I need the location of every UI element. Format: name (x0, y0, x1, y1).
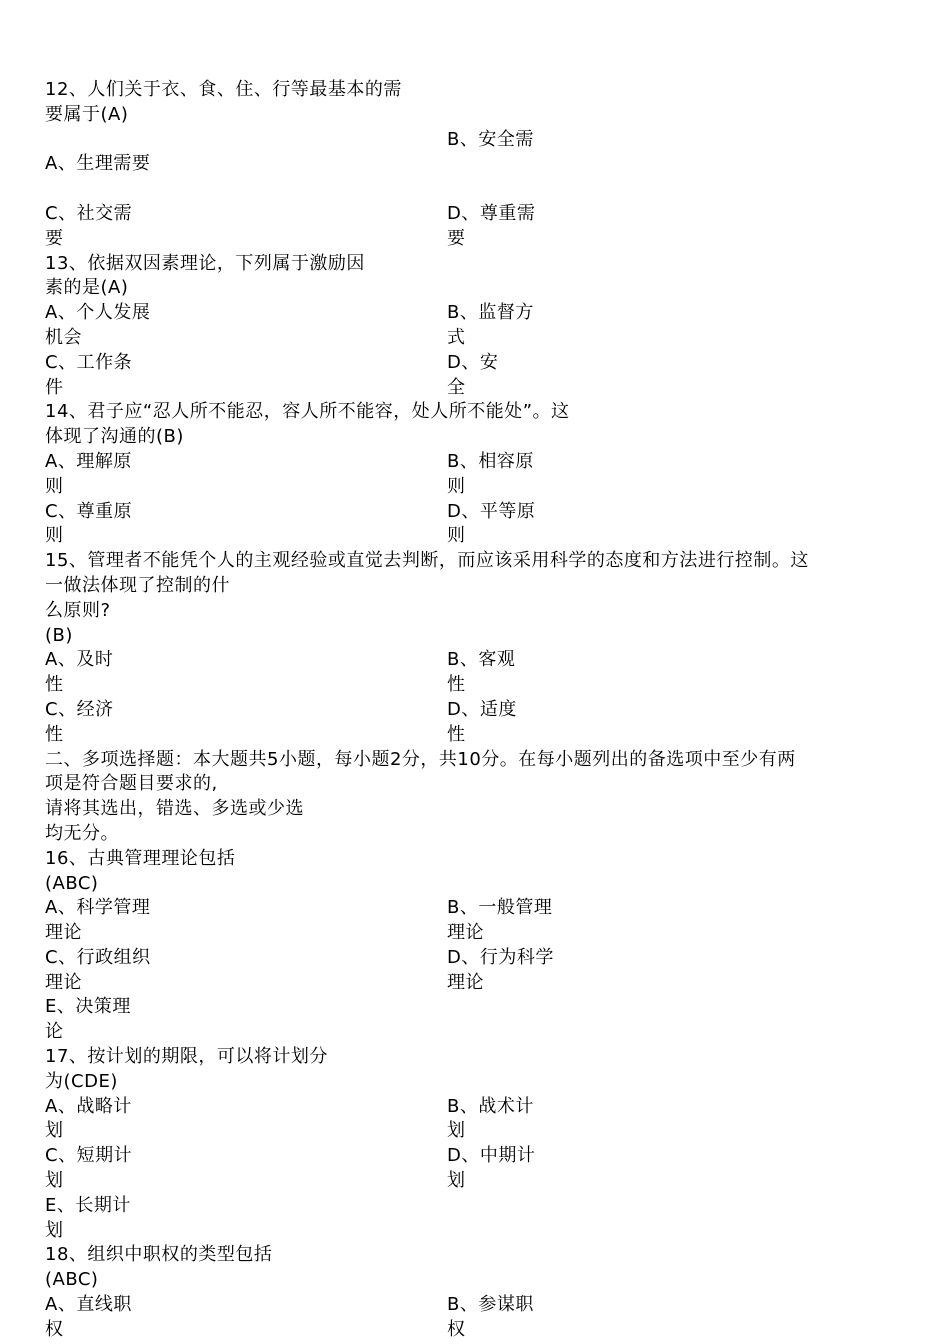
option-d: D、中期计 (447, 1145, 536, 1167)
question-16-stem-line-1: 16、古典管理理论包括 (45, 847, 236, 869)
option-d: D、尊重需 (447, 202, 536, 224)
option-e-cont: 论 (45, 1021, 64, 1043)
question-15-option-row (45, 723, 905, 748)
question-15-answer: (B) (45, 624, 73, 646)
question-14-option-row (45, 524, 905, 549)
option-b-cont: 划 (447, 1120, 466, 1142)
section-2-heading-line-3: 请将其选出，错选、多选或少选 (45, 798, 304, 820)
question-16-option-row (45, 896, 905, 921)
question-15-stem-line-1: 15、管理者不能凭个人的主观经验或直觉去判断，而应该采用科学的态度和方法进行控制。这 (45, 550, 809, 572)
option-e-cont: 划 (45, 1219, 64, 1241)
option-c: C、社交需 (45, 202, 133, 224)
option-b: B、安全需 (447, 128, 534, 150)
option-a-cont: 理论 (45, 922, 82, 944)
question-12-option-row (45, 202, 905, 227)
question-12-option-row (45, 227, 905, 252)
question-12-option-row (45, 128, 905, 153)
option-c-cont: 性 (45, 723, 64, 745)
section-2-heading-line-1: 二、多项选择题：本大题共5小题，每小题2分，共10分。在每小题列出的备选项中至少有两 (45, 748, 796, 770)
option-c: C、工作条 (45, 351, 133, 373)
option-a: A、直线职 (45, 1294, 132, 1316)
question-16-answer: (ABC) (45, 872, 99, 894)
option-b-cont: 理论 (447, 922, 484, 944)
question-15-option-row (45, 698, 905, 723)
option-a: A、及时 (45, 649, 114, 671)
option-c: C、短期计 (45, 1145, 133, 1167)
question-17-option-row (45, 1095, 905, 1120)
question-17-option-row (45, 1194, 905, 1219)
question-18-stem-line-1: 18、组织中职权的类型包括 (45, 1244, 273, 1266)
option-d: D、安 (447, 351, 499, 373)
question-15-stem-line-3: 么原则? (45, 599, 111, 621)
question-14-option-row (45, 500, 905, 525)
option-c: C、经济 (45, 698, 114, 720)
option-d-cont: 理论 (447, 971, 484, 993)
option-e: E、决策理 (45, 996, 131, 1018)
option-b: B、一般管理 (447, 897, 553, 919)
question-17-option-row (45, 1169, 905, 1194)
option-b: B、监督方 (447, 302, 534, 324)
document-page (45, 78, 905, 1343)
option-b: B、相容原 (447, 450, 534, 472)
option-d-cont: 性 (447, 723, 466, 745)
option-d: D、适度 (447, 698, 517, 720)
question-18-answer: (ABC) (45, 1269, 99, 1291)
option-b: B、客观 (447, 649, 516, 671)
question-16-option-row (45, 971, 905, 996)
option-d: D、平等原 (447, 500, 536, 522)
option-c-cont: 件 (45, 376, 64, 398)
question-14-option-row (45, 475, 905, 500)
option-c-cont: 理论 (45, 971, 82, 993)
option-d-cont: 划 (447, 1170, 466, 1192)
question-13-option-row (45, 351, 905, 376)
section-2-heading-line-4: 均无分。 (45, 822, 119, 844)
question-14-stem-line-2: 体现了沟通的(B) (45, 426, 184, 448)
question-18-option-row (45, 1293, 905, 1318)
option-a: A、科学管理 (45, 897, 151, 919)
spacer (45, 177, 905, 202)
question-16-option-row (45, 921, 905, 946)
option-c-cont: 划 (45, 1170, 64, 1192)
option-a-cont: 性 (45, 674, 64, 696)
question-12-stem-line-2: 要属于(A) (45, 103, 129, 125)
option-a-cont: 则 (45, 475, 64, 497)
question-12-option-row (45, 152, 905, 177)
question-18-option-row (45, 1318, 905, 1343)
question-13-option-row (45, 301, 905, 326)
option-b-cont: 性 (447, 674, 466, 696)
option-a: A、个人发展 (45, 302, 151, 324)
question-13-stem-line-1: 13、依据双因素理论，下列属于激励因 (45, 252, 365, 274)
question-17-option-row (45, 1144, 905, 1169)
section-2-heading-line-2: 项是符合题目要求的, (45, 773, 218, 795)
option-b-cont: 则 (447, 475, 466, 497)
question-17-stem-line-1: 17、按计划的期限，可以将计划分 (45, 1046, 328, 1068)
option-b-cont: 权 (447, 1318, 466, 1340)
option-a: A、生理需要 (45, 153, 151, 175)
question-15-option-row (45, 673, 905, 698)
option-a: A、理解原 (45, 450, 132, 472)
option-d-cont: 则 (447, 525, 466, 547)
question-16-option-row (45, 995, 905, 1020)
question-17-option-row (45, 1119, 905, 1144)
option-a-cont: 权 (45, 1318, 64, 1340)
question-14-stem-line-1: 14、君子应“忍人所不能忍，容人所不能容，处人所不能处”。这 (45, 401, 570, 423)
option-b-cont: 式 (447, 326, 466, 348)
option-a-cont: 机会 (45, 326, 82, 348)
question-13-option-row (45, 376, 905, 401)
option-c-cont: 则 (45, 525, 64, 547)
option-c: C、行政组织 (45, 946, 151, 968)
question-13-option-row (45, 326, 905, 351)
option-a: A、战略计 (45, 1095, 132, 1117)
question-14-option-row (45, 450, 905, 475)
option-b: B、参谋职 (447, 1294, 534, 1316)
option-c-cont: 要 (45, 227, 64, 249)
option-d: D、行为科学 (447, 946, 554, 968)
question-13-stem-line-2: 素的是(A) (45, 277, 129, 299)
question-15-option-row (45, 648, 905, 673)
question-17-stem-line-2: 为(CDE) (45, 1070, 118, 1092)
question-17-option-row (45, 1219, 905, 1244)
option-a-cont: 划 (45, 1120, 64, 1142)
question-16-option-row (45, 946, 905, 971)
question-15-stem-line-2: 一做法体现了控制的什 (45, 574, 230, 596)
option-e: E、长期计 (45, 1194, 131, 1216)
option-d-cont: 要 (447, 227, 466, 249)
question-12-stem-line-1: 12、人们关于衣、食、住、行等最基本的需 (45, 79, 402, 100)
question-16-option-row (45, 1020, 905, 1045)
option-d-cont: 全 (447, 376, 466, 398)
option-b: B、战术计 (447, 1095, 534, 1117)
option-c: C、尊重原 (45, 500, 133, 522)
